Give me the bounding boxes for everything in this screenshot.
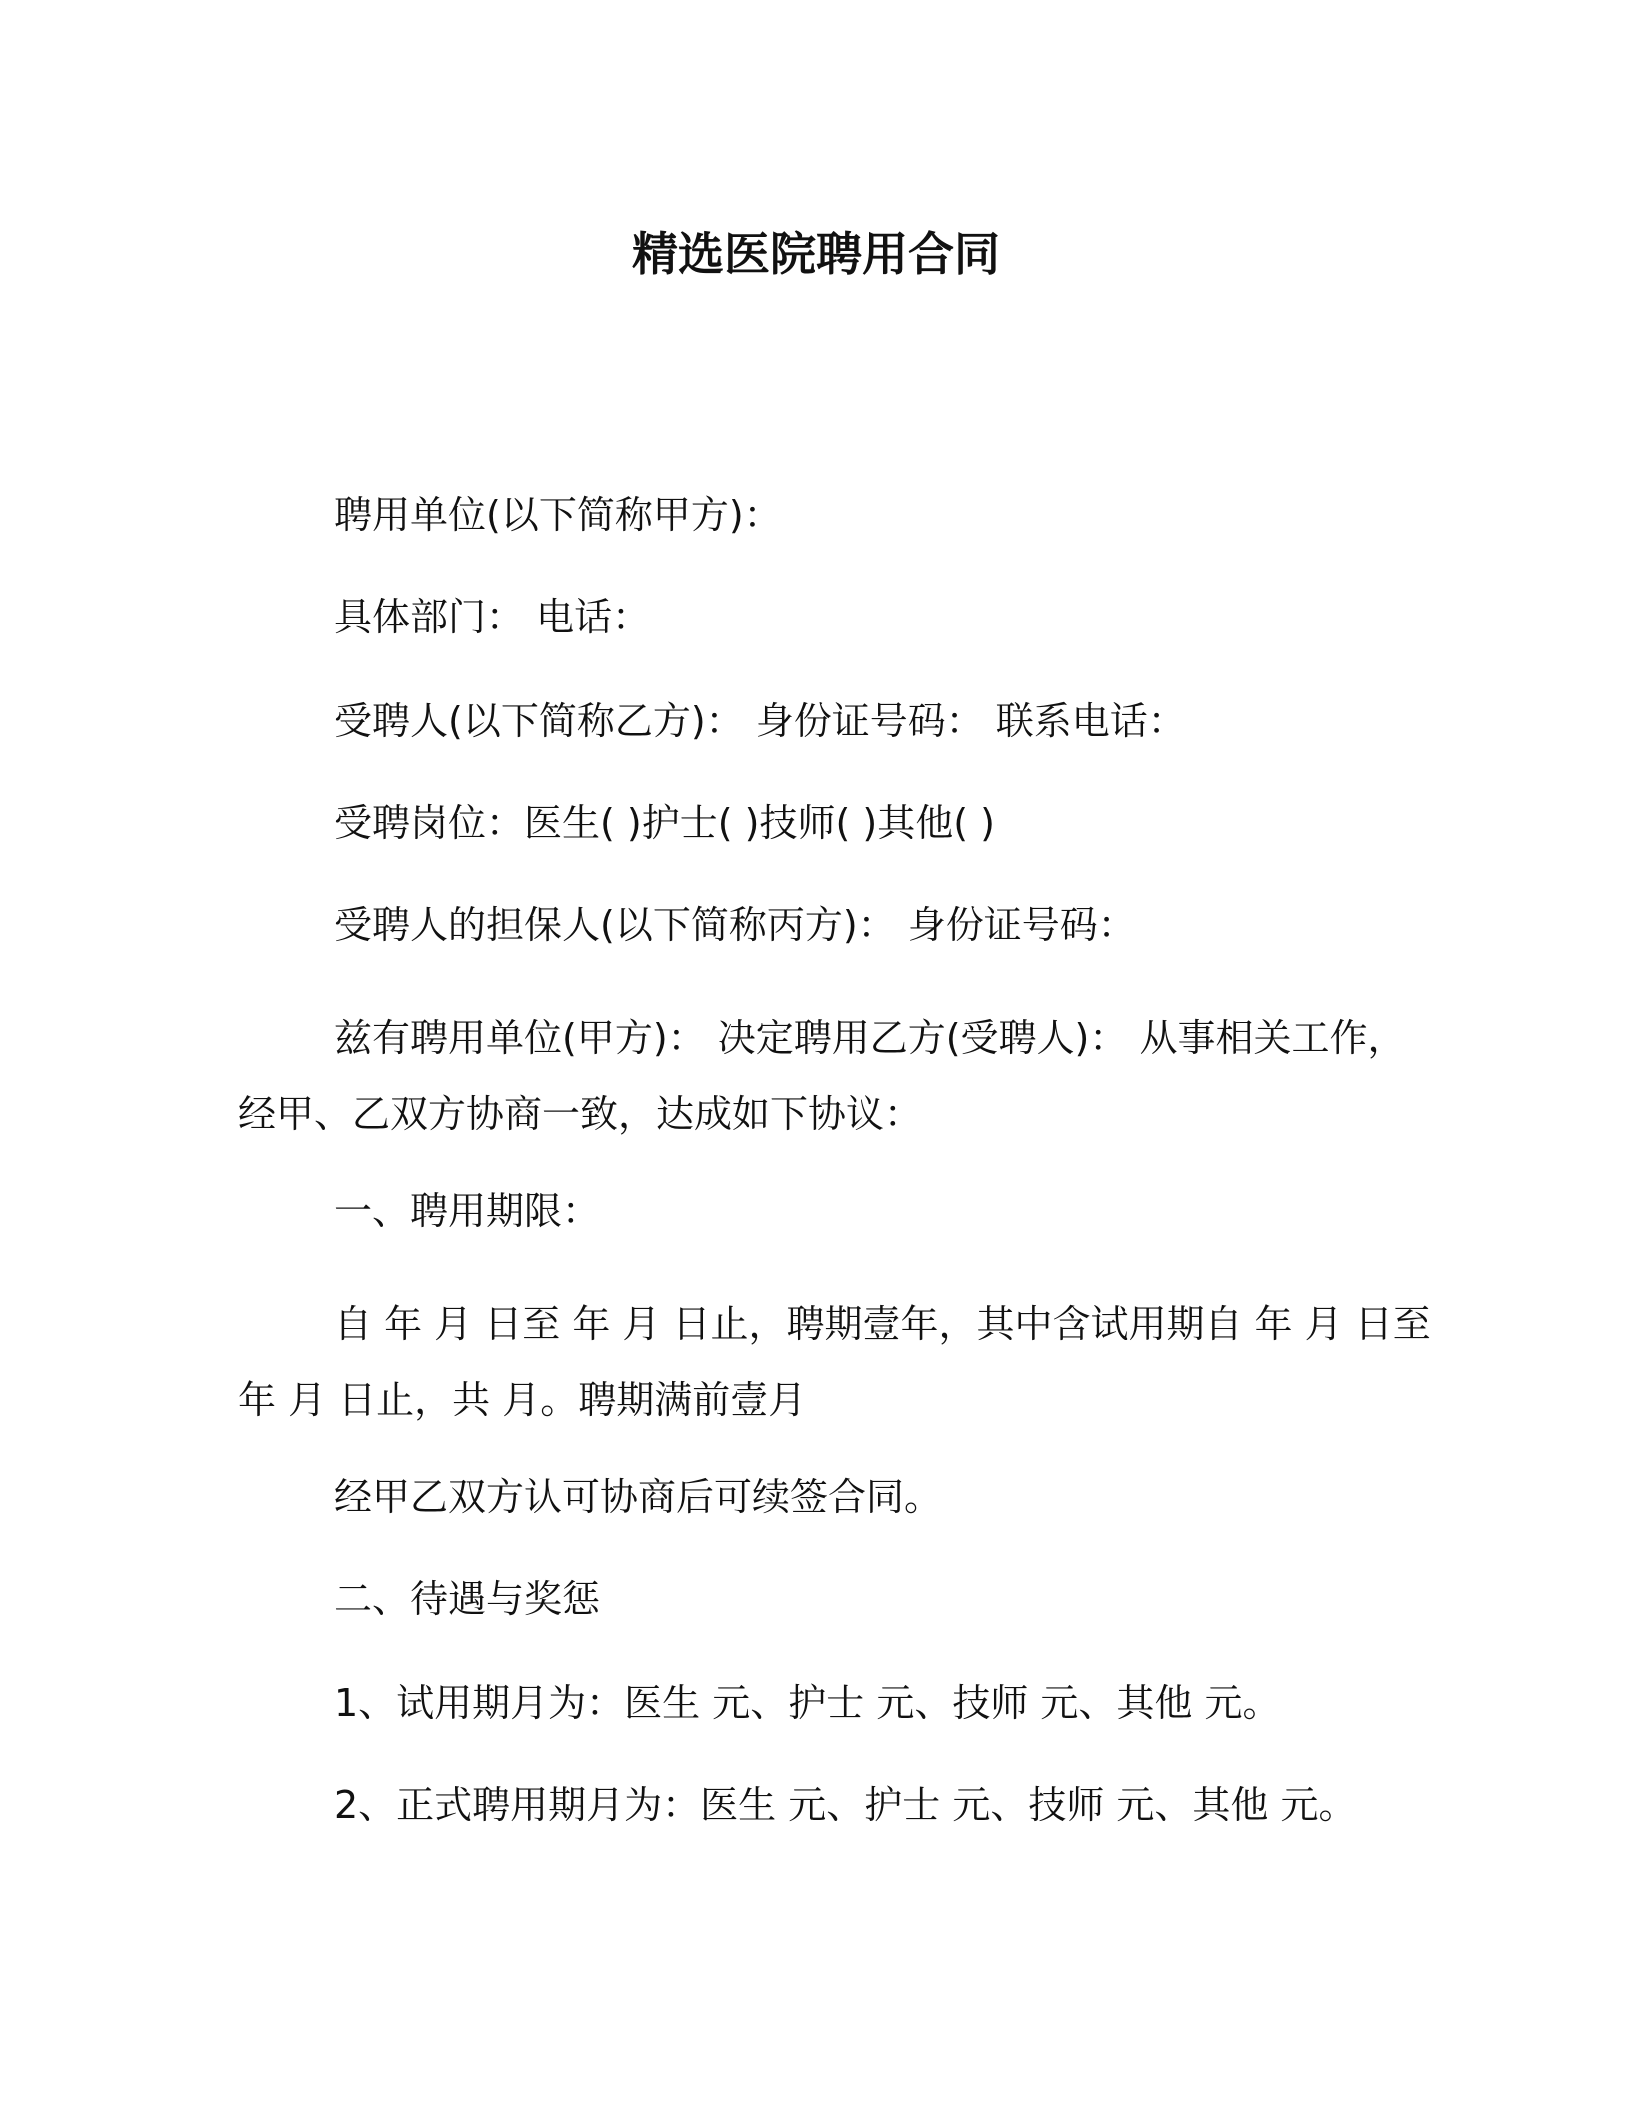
document-title: 精选医院聘用合同	[632, 227, 1000, 281]
formal-salary-line: 2、正式聘用期月为：医生 元、护士 元、技师 元、其他 元。	[334, 1783, 1357, 1827]
section-heading-term: 一、聘用期限：	[334, 1189, 601, 1233]
department-phone-line: 具体部门： 电话：	[334, 595, 651, 639]
agreement-intro-paragraph	[238, 1000, 1406, 1152]
agreement-intro-line-1: 兹有聘用单位(甲方)： 决定聘用乙方(受聘人)： 从事相关工作，	[334, 1016, 1406, 1060]
term-paragraph	[238, 1286, 1431, 1438]
term-line-2: 年 月 日止，共 月。聘期满前壹月	[238, 1378, 807, 1422]
probation-salary-line: 1、试用期月为：医生 元、护士 元、技师 元、其他 元。	[334, 1681, 1281, 1725]
employee-line: 受聘人(以下简称乙方)： 身份证号码： 联系电话：	[334, 699, 1186, 743]
section-heading-compensation: 二、待遇与奖惩	[334, 1577, 601, 1621]
position-line: 受聘岗位：医生( )护士( )技师( )其他( )	[334, 801, 995, 845]
renewal-line: 经甲乙双方认可协商后可续签合同。	[334, 1475, 943, 1519]
term-line-1: 自 年 月 日至 年 月 日止，聘期壹年，其中含试用期自 年 月 日至	[334, 1302, 1431, 1346]
guarantor-line: 受聘人的担保人(以下简称丙方)： 身份证号码：	[334, 903, 1136, 947]
agreement-intro-line-2: 经甲、乙双方协商一致，达成如下协议：	[238, 1092, 923, 1136]
employer-line: 聘用单位(以下简称甲方)：	[334, 493, 782, 537]
